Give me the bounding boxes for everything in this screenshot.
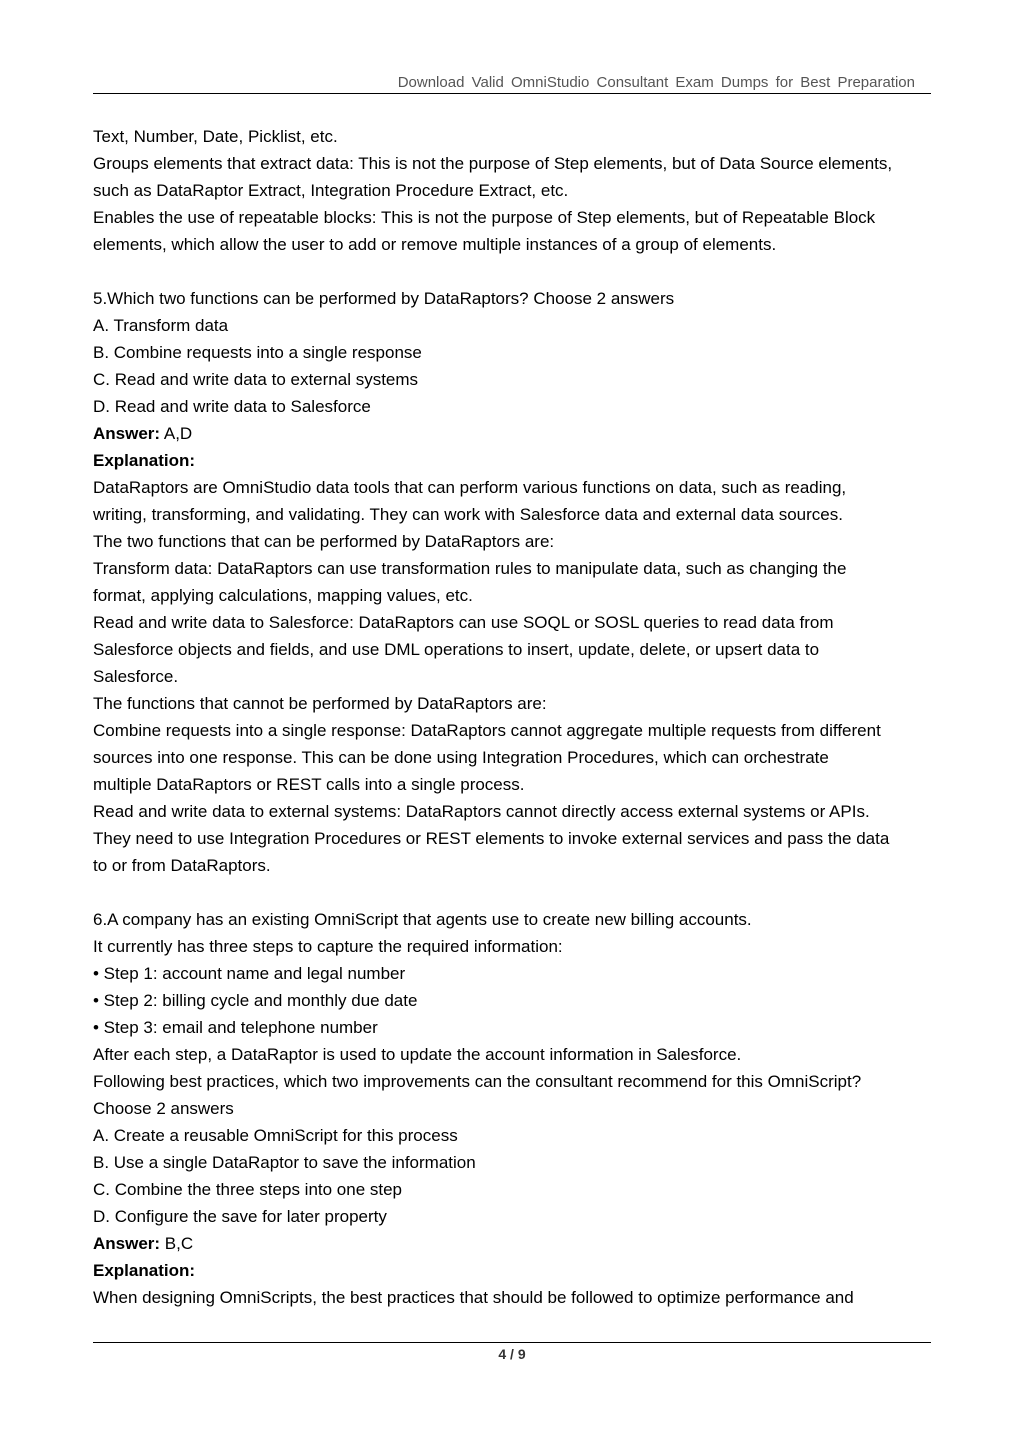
explanation-heading bbox=[93, 447, 943, 474]
text-line: C. Combine the three steps into one step bbox=[93, 1180, 403, 1199]
text-line: 6.A company has an existing OmniScript that agents use to create new billing accounts. bbox=[93, 910, 752, 929]
text-line: A. Transform data bbox=[93, 316, 229, 335]
text-line: format, applying calculations, mapping values, etc. bbox=[93, 586, 473, 605]
text-line: Groups elements that extract data: This is not the purpose of Step elements, but of Data Source elements, bbox=[93, 154, 893, 173]
text-line: B. Combine requests into a single response bbox=[93, 343, 422, 362]
text-line: writing, transforming, and validating. They can work with Salesforce data and external data sources. bbox=[93, 505, 843, 524]
blank-line bbox=[93, 879, 943, 906]
text-line: 5.Which two functions can be performed by DataRaptors? Choose 2 answers bbox=[93, 289, 675, 308]
blank-line bbox=[93, 258, 943, 285]
text-line: It currently has three steps to capture the required information: bbox=[93, 937, 563, 956]
text-line: Read and write data to Salesforce: DataRaptors can use SOQL or SOSL queries to read data from bbox=[93, 613, 834, 632]
text-line: multiple DataRaptors or REST calls into a single process. bbox=[93, 775, 525, 794]
text-line: Choose 2 answers bbox=[93, 1099, 234, 1118]
text-line: The two functions that can be performed by DataRaptors are: bbox=[93, 532, 555, 551]
text-line: such as DataRaptor Extract, Integration Procedure Extract, etc. bbox=[93, 181, 569, 200]
text-line: D. Read and write data to Salesforce bbox=[93, 397, 371, 416]
text-line: C. Read and write data to external systems bbox=[93, 370, 419, 389]
text-line: After each step, a DataRaptor is used to update the account information in Salesforce. bbox=[93, 1045, 742, 1064]
text-line: • Step 3: email and telephone number bbox=[93, 1018, 378, 1037]
document-body bbox=[93, 123, 943, 1311]
text-line: to or from DataRaptors. bbox=[93, 856, 271, 875]
text-line: DataRaptors are OmniStudio data tools that can perform various functions on data, such as reading, bbox=[93, 478, 847, 497]
text-line: sources into one response. This can be done using Integration Procedures, which can orchestrate bbox=[93, 748, 829, 767]
text-line: The functions that cannot be performed by DataRaptors are: bbox=[93, 694, 547, 713]
page-header bbox=[93, 72, 931, 94]
text-line: Salesforce objects and fields, and use DML operations to insert, update, delete, or upsert data to bbox=[93, 640, 820, 659]
text-line: • Step 2: billing cycle and monthly due date bbox=[93, 991, 418, 1010]
line-value: A,D bbox=[160, 424, 193, 443]
text-line: elements, which allow the user to add or remove multiple instances of a group of elements. bbox=[93, 235, 777, 254]
line-label: Answer: bbox=[93, 1234, 161, 1253]
text-line: Transform data: DataRaptors can use transformation rules to manipulate data, such as changing the bbox=[93, 559, 847, 578]
text-line: B. Use a single DataRaptor to save the information bbox=[93, 1153, 476, 1172]
text-line: Combine requests into a single response: DataRaptors cannot aggregate multiple requests from different bbox=[93, 721, 881, 740]
line-label: Explanation: bbox=[93, 1261, 196, 1280]
text-line: They need to use Integration Procedures or REST elements to invoke external services and pass the data bbox=[93, 829, 890, 848]
line-label: Answer: bbox=[93, 424, 161, 443]
explanation-heading bbox=[93, 1257, 943, 1284]
footer-divider bbox=[93, 1342, 931, 1343]
answer-line bbox=[93, 420, 943, 447]
text-line: Enables the use of repeatable blocks: This is not the purpose of Step elements, but of Repeatable Block bbox=[93, 208, 876, 227]
header-title: Download Valid OmniStudio Consultant Exam Dumps for Best Preparation bbox=[397, 74, 915, 91]
text-line: Read and write data to external systems: DataRaptors cannot directly access external systems or APIs. bbox=[93, 802, 870, 821]
text-line: Text, Number, Date, Picklist, etc. bbox=[93, 127, 338, 146]
text-line: A. Create a reusable OmniScript for this process bbox=[93, 1126, 458, 1145]
answer-line bbox=[93, 1230, 943, 1257]
text-line: D. Configure the save for later property bbox=[93, 1207, 387, 1226]
text-line: Following best practices, which two improvements can the consultant recommend for this OmniScript? bbox=[93, 1072, 862, 1091]
line-label: Explanation: bbox=[93, 451, 196, 470]
page-number: 4 / 9 bbox=[498, 1346, 526, 1362]
text-line: • Step 1: account name and legal number bbox=[93, 964, 406, 983]
text-line: Salesforce. bbox=[93, 667, 179, 686]
text-line: When designing OmniScripts, the best practices that should be followed to optimize performance and bbox=[93, 1288, 854, 1307]
line-value: B,C bbox=[160, 1234, 194, 1253]
